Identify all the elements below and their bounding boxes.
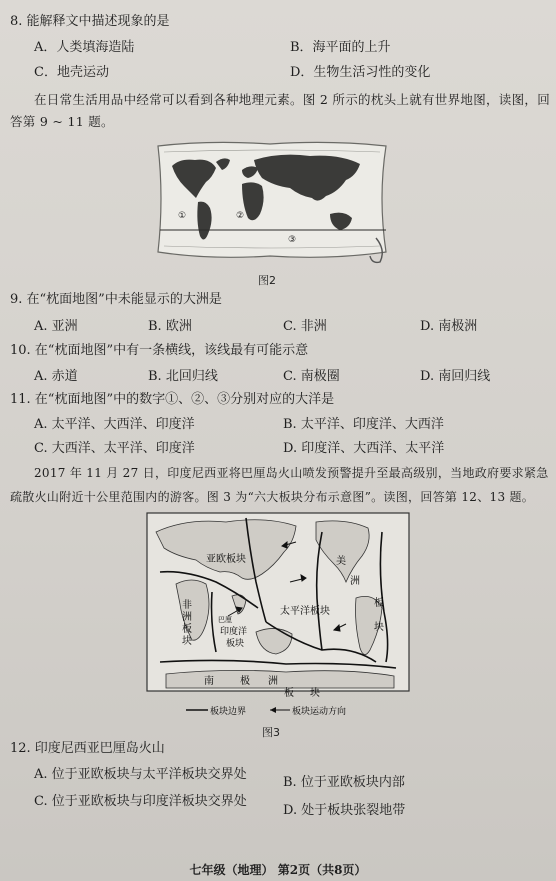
- q11-stem: 11. 在“枕面地图”中的数字①、②、③分别对应的大洋是: [10, 392, 335, 407]
- label-antarctic-3: 洲: [268, 676, 278, 687]
- q8-option-c: C．地壳运动: [34, 65, 109, 80]
- label-american-plate-4: 块: [374, 622, 384, 633]
- intro2-line2: 疏散火山附近十公里范围内的游客。图 3 为“六大板块分布示意图”。读图，回答第 12、13 题。: [10, 490, 535, 504]
- legend-boundary-label: 板块边界: [210, 707, 247, 717]
- q10-option-a: A. 赤道: [34, 369, 78, 384]
- q8-option-d: D．生物生活习性的变化: [290, 65, 431, 80]
- label-antarctic-2: 极: [240, 676, 250, 687]
- q9-option-d: D. 南极洲: [420, 319, 478, 334]
- label-american-plate-1: 美: [336, 556, 346, 567]
- label-african-plate-4: 块: [182, 636, 192, 647]
- q12-option-d: D. 处于板块张裂地带: [283, 803, 406, 818]
- ocean-marker-1: ①: [178, 211, 187, 221]
- page-footer: 七年级（地理） 第2页（共8页）: [189, 863, 367, 877]
- label-african-plate-2: 洲: [182, 612, 192, 623]
- label-pacific-plate: 太平洋板块: [280, 606, 330, 617]
- q12-option-b: B. 位于亚欧板块内部: [283, 775, 405, 790]
- ocean-marker-3: ③: [288, 235, 297, 245]
- figure3-caption: 图3: [262, 726, 280, 739]
- q9-stem: 9. 在“枕面地图”中未能显示的大洲是: [10, 292, 222, 307]
- label-indian-plate: 印度洋: [220, 627, 248, 637]
- plate-map-figure: [146, 512, 410, 720]
- legend-arrowhead-icon: [270, 707, 276, 713]
- intro1-line1: 在日常生活用品中经常可以看到各种地理元素。图 2 所示的枕头上就有世界地图，读图，回: [34, 92, 551, 107]
- q10-stem: 10. 在“枕面地图”中有一条横线，该线最有可能示意: [10, 343, 309, 358]
- q11-option-b: B. 太平洋、印度洋、大西洋: [283, 417, 444, 432]
- q12-option-c: C. 位于亚欧板块与印度洋板块交界处: [34, 794, 247, 809]
- label-american-plate-2: 洲: [350, 576, 360, 587]
- q10-option-b: B. 北回归线: [148, 369, 218, 384]
- q9-option-c: C. 非洲: [283, 319, 327, 334]
- q9-option-a: A. 亚洲: [34, 319, 78, 334]
- ocean-marker-2: ②: [236, 211, 245, 221]
- pillow-map-figure: [150, 138, 395, 268]
- intro1-line2: 答第 9 ~ 11 题。: [10, 114, 114, 129]
- label-american-plate-3: 板: [374, 598, 384, 609]
- q12-option-a: A. 位于亚欧板块与太平洋板块交界处: [34, 767, 247, 782]
- label-bali: 巴厘: [218, 616, 232, 624]
- q12-stem: 12. 印度尼西亚巴厘岛火山: [10, 741, 165, 756]
- label-antarctic-4: 板: [284, 688, 294, 699]
- q8-option-a: A．人类填海造陆: [34, 40, 135, 55]
- figure2-caption: 图2: [258, 274, 276, 287]
- q9-option-b: B. 欧洲: [148, 319, 192, 334]
- q11-option-d: D. 印度洋、大西洋、太平洋: [283, 441, 445, 456]
- label-antarctic-5: 块: [310, 688, 320, 699]
- legend-motion-label: 板块运动方向: [292, 707, 347, 717]
- label-antarctic-1: 南: [204, 676, 214, 687]
- q10-option-c: C. 南极圈: [283, 369, 340, 384]
- intro2-line1: 2017 年 11 月 27 日，印度尼西亚将巴厘岛火山喷发预警提升至最高级别，当地政府要求紧急: [34, 466, 549, 480]
- label-african-plate-3: 板: [182, 624, 192, 635]
- q11-option-a: A. 太平洋、大西洋、印度洋: [34, 417, 195, 432]
- q8-stem: 8. 能解释文中描述现象的是: [10, 14, 170, 29]
- label-eurasian-plate: 亚欧板块: [206, 554, 246, 565]
- q10-option-d: D. 南回归线: [420, 369, 491, 384]
- q11-option-c: C. 大西洋、太平洋、印度洋: [34, 441, 195, 456]
- q8-option-b: B．海平面的上升: [290, 40, 391, 55]
- label-african-plate-1: 非: [182, 600, 192, 611]
- label-indian-plate-2: 板块: [226, 639, 245, 649]
